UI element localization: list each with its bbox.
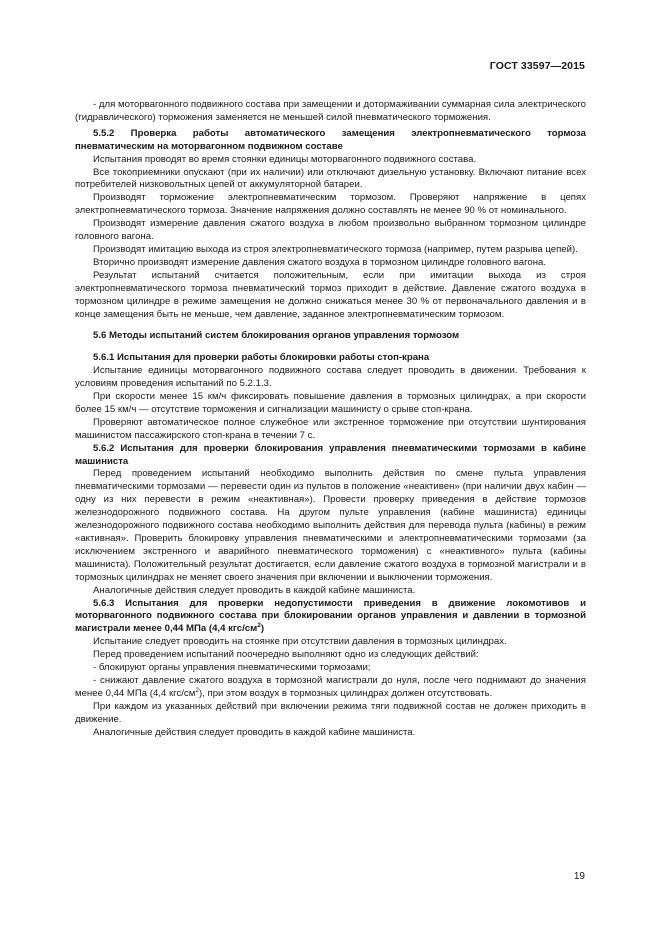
paragraph: Результат испытаний считается положительным, если при имитации выхода из строя электропневматического тормоза пневматический тормоз приходит в действие. Давление сжатого воздуха в тормозном цилиндре в режиме замещения не должно снижаться менее 30 % от первоначального давления и в конце замещения быть не меньше, чем давление, заданное электропневматическим тормозом. bbox=[75, 269, 586, 320]
section-heading-5-6-2: 5.6.2 Испытания для проверки блокирования управления пневматическими тормозами в кабине машиниста bbox=[75, 442, 586, 467]
standard-designation: ГОСТ 33597—2015 bbox=[489, 60, 585, 72]
page-number: 19 bbox=[573, 871, 585, 882]
paragraph: Производят имитацию выхода из строя электропневматического тормоза (например, путем разрыва цепей). bbox=[93, 243, 578, 255]
section-heading-5-6-1: 5.6.1 Испытания для проверки работы блокировки работы стоп-крана bbox=[93, 352, 430, 364]
paragraph: Испытание единицы моторвагонного подвижного состава следует проводить в движении. Требования к условиям проведения испытаний по 5.2.1.3. bbox=[75, 365, 586, 390]
paragraph: При каждом из указанных действий при включении режима тяги подвижной состав не должен приходить в движение. bbox=[75, 700, 586, 725]
paragraph: Испытания проводят во время стоянки единицы моторвагонного подвижного состава. bbox=[93, 153, 477, 165]
paragraph: - для моторвагонного подвижного состава при замещении и дотормаживании суммарная сила электрического (гидравлического) торможения заменяется не меньшей силой пневматического торможения. bbox=[75, 99, 586, 123]
section-heading-5-6: 5.6 Методы испытаний систем блокирования органов управления тормозом bbox=[93, 330, 460, 342]
list-item-text-end: ), при этом воздух в тормозных цилиндрах должен отсутствовать. bbox=[198, 687, 493, 699]
paragraph: Производят торможение электропневматическим тормозом. Проверяют напряжение в цепях электропневматического тормоза. Значение напряжения должно составлять не менее 90 % от номинального. bbox=[75, 192, 586, 217]
paragraph: При скорости менее 15 км/ч фиксировать повышение давления в тормозных цилиндрах, а при скорости более 15 км/ч — отсутствие торможения и сигнализации машинисту о срыве стоп-крана. bbox=[75, 391, 586, 415]
paragraph: Перед проведением испытаний поочередно выполняют одно из следующих действий: bbox=[93, 649, 479, 661]
paragraph: Проверяют автоматическое полное служебное или экстренное торможение при отсутствии шунтирования машинистом пассажирского стоп-крана в течении 7 с. bbox=[75, 416, 586, 441]
paragraph: Вторично производят измерение давления сжатого воздуха в тормозном цилиндре головного вагона. bbox=[93, 256, 547, 268]
paragraph: Испытание следует проводить на стоянке при отсутствии давления в тормозных цилиндрах. bbox=[93, 636, 507, 648]
paragraph: Аналогичные действия следует проводить в каждой кабине машиниста. bbox=[93, 584, 416, 596]
heading-text: 5.6.3 Испытания для проверки недопустимости приведения в движение локомотивов и моторвагонного подвижного состава при блокировании органов управления и давлении в тормозной магистрали менее 0,44 МПа (4,4 кгс/см bbox=[75, 597, 586, 635]
page-body bbox=[75, 99, 586, 740]
list-item: - блокируют органы управления пневматическими тормозами; bbox=[93, 662, 371, 674]
paragraph: Перед проведением испытаний необходимо выполнить действия по смене пульта управления пневматическими тормозами — перевести один из пультов в положение «неактивен» (при наличии двух кабин — одну из них перевести в режим «неактивная»). Провести проверку приведения в действие тормозов железнодорожного подвижного состава. На другом пульте управления (кабине машиниста) единицы железнодорожного подвижного состава необходимо выполнить действия для перевода пульта (кабины) в режим «активная». Проверить блокировку управления пневматическими и электропневматическими тормозами (за исключением экстренного и аварийного пневматического торможения) с «неактивного» пульта (кабины машиниста). Положительный результат достигается, если давление сжатого воздуха в тормозной магистрали и в тормозных цилиндрах не меняет своего значения при включении и выключении торможения. bbox=[75, 468, 586, 583]
superscript: 2 bbox=[195, 686, 199, 694]
paragraph: Аналогичные действия следует проводить в каждой кабине машиниста. bbox=[93, 726, 416, 738]
list-item bbox=[75, 675, 586, 701]
heading-text-end: ) bbox=[260, 623, 265, 635]
paragraph: Производят измерение давления сжатого воздуха в любом произвольно выбранном тормозном цилиндре головного вагона. bbox=[75, 218, 586, 243]
section-heading-5-6-3 bbox=[75, 598, 586, 637]
paragraph: Все токоприемники опускают (при их наличии) или отключают дизельную установку. Включают питание всех потребителей низковольтных цепей от аккумуляторной батареи. bbox=[75, 166, 586, 191]
list-item-text: - снижают давление сжатого воздуха в тормозной магистрали до нуля, после чего поднимают до значения менее 0,44 МПа (4,4 кгс/см bbox=[75, 674, 586, 699]
section-heading-5-5-2: 5.5.2 Проверка работы автоматического замещения электропневматического тормоза пневматическим на моторвагонном подвижном составе bbox=[75, 127, 586, 152]
superscript: 2 bbox=[257, 622, 261, 630]
